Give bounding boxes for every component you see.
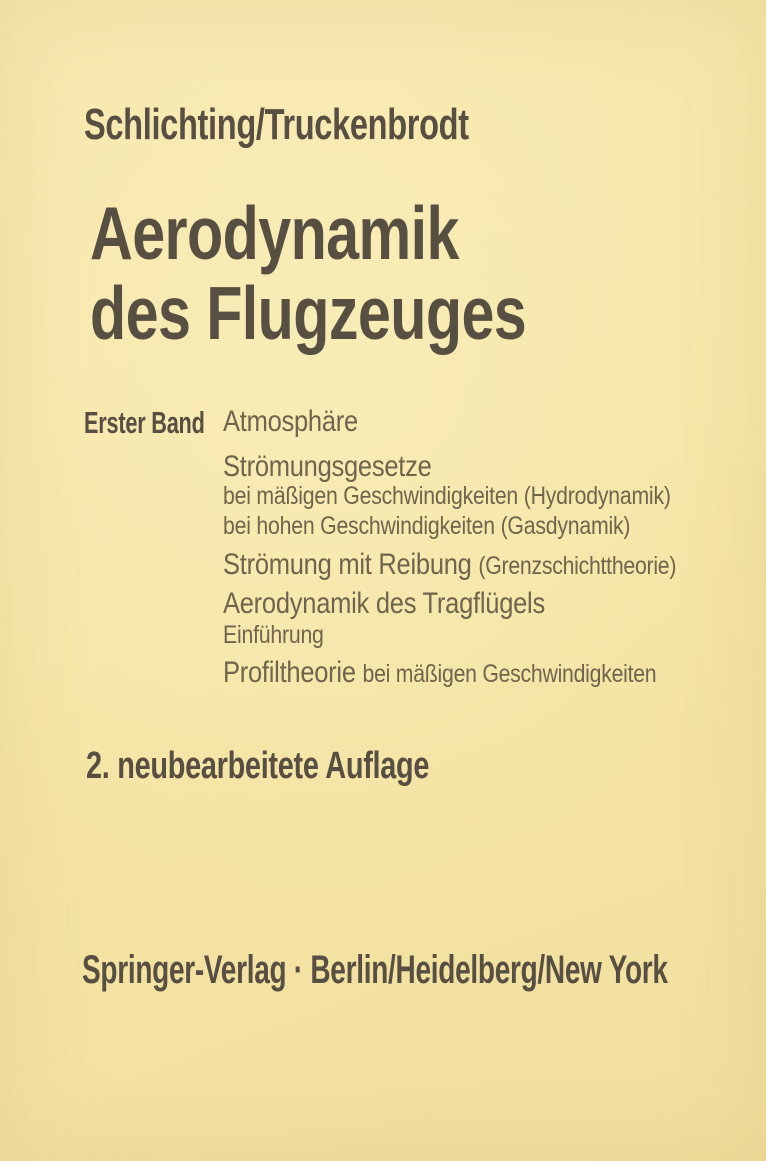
toc-item-profiltheorie-note: bei mäßigen Geschwindigkeiten: [362, 660, 657, 688]
toc-item-stroemungsgesetze: Strömungsgesetze: [223, 450, 432, 483]
book-title-line2: des Flugzeuges: [90, 271, 527, 355]
toc-subitem-einfuehrung: Einführung: [223, 621, 324, 649]
toc-item-stroemung-mit-reibung-note: (Grenzschichttheorie): [478, 552, 677, 580]
toc-item-tragfluegel: Aerodynamik des Tragflügels: [223, 587, 545, 620]
edition-label: 2. neubearbeitete Auflage: [86, 745, 430, 787]
toc-subitem-hydrodynamik: bei mäßigen Geschwindigkeiten (Hydrodynamik): [223, 482, 671, 510]
toc-subitem-gasdynamik: bei hohen Geschwindigkeiten (Gasdynamik): [223, 512, 631, 540]
toc-item-stroemung-mit-reibung: [223, 550, 676, 580]
volume-label: Erster Band: [84, 405, 205, 440]
author-names: Schlichting/Truckenbrodt: [84, 100, 469, 149]
toc-item-stroemung-mit-reibung-label: Strömung mit Reibung: [223, 548, 472, 581]
publisher-imprint: Springer-Verlag · Berlin/Heidelberg/New York: [82, 948, 668, 992]
toc-item-profiltheorie: [223, 658, 656, 688]
toc-item-atmosphaere: Atmosphäre: [223, 405, 358, 438]
toc-item-profiltheorie-label: Profiltheorie: [223, 656, 356, 689]
book-title-line1: Aerodynamik: [90, 191, 459, 275]
